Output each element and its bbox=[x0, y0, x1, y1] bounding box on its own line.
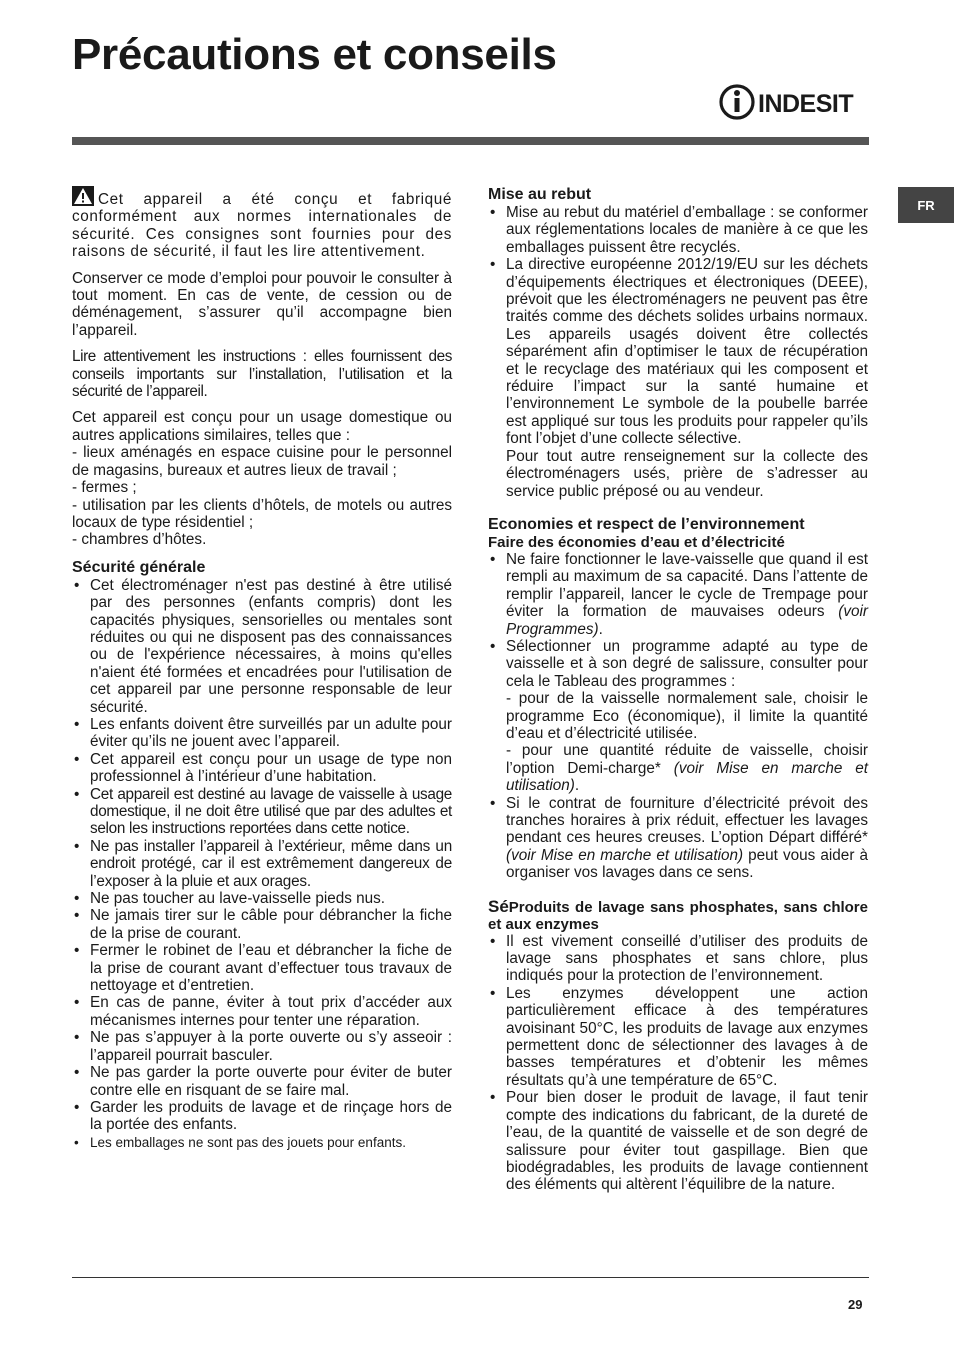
indesit-logo bbox=[718, 82, 870, 124]
safety-item: • Cet électroménager n'est pas destiné à être utilisé par des personnes (enfants compris) dont les capacités physiques, sensorielles ou mentales sont réduites ou qui ne disposent pas des connaissances ou de l'expérience nécessaires, à moins qu'elles n'aient été formées et encadrées pour l'utilisation de cet appareil par une personne responsable de leur sécurité. bbox=[72, 577, 452, 716]
programs-reference: (voir Programmes) bbox=[506, 603, 869, 638]
safety-item: • Ne pas s’appuyer à la porte ouverte ou s’y asseoir : l’appareil pourrait basculer. bbox=[72, 1029, 452, 1064]
start-use-reference: (voir Mise en marche et utilisation) bbox=[506, 846, 744, 864]
eco-item bbox=[488, 795, 868, 882]
detergent-heading-text: Produits de lavage sans phosphates, sans chlore et aux enzymes bbox=[488, 898, 868, 933]
eco-option-line: - pour de la vaisselle normalement sale, choisir le programme Eco (économique), il limite la quantité d’eau et d’électricité utilisée. bbox=[506, 690, 868, 742]
disposal-item: • Mise au rebut du matériel d’emballage : se conformer aux réglementations locales de manière à ce que les emballages puissent être recyclés. bbox=[488, 204, 868, 256]
weee-text: • La directive européenne 2012/19/EU sur les déchets d’équipements électriques et électroniques (DEEE), prévoit que les électroménagers ne peuvent pas être traités comme des déchets solides urbains normaux. Les appareils usagés doivent être collectés séparément afin d’optimiser le taux de récupération et le recyclage des matériaux qui les composent et réduire l’impact sur la santé humaine et l’environnement Le symbole de la poubelle barrée est appliqué sur tous les produits pour rappeler qu’ils font l’objet d’une collecte sélective. bbox=[506, 256, 868, 448]
page-number: 29 bbox=[848, 1297, 863, 1312]
page-title: Précautions et conseils bbox=[72, 30, 557, 79]
disposal-heading: Mise au rebut bbox=[488, 186, 592, 203]
title-rule bbox=[72, 137, 869, 145]
detergent-heading-prefix: Sé bbox=[488, 896, 509, 916]
bottom-rule bbox=[72, 1277, 869, 1278]
brand-name: INDESIT bbox=[758, 90, 854, 118]
eco-item-text: • Sélectionner un programme adapté au type de vaisselle et à son degré de salissure, consulter pour cela le Tableau des programmes : bbox=[506, 637, 868, 690]
safety-item: • Cet appareil est conçu pour un usage de type non professionnel à l’intérieur d’une habitation. bbox=[72, 751, 452, 786]
eco-heading: Economies et respect de l’environnement bbox=[488, 515, 805, 533]
eco-item: • Ne faire fonctionner le lave-vaisselle que quand il est rempli au maximum de sa capacité. Dans l’attente de remplir l’appareil, lancer le cycle de Trempage pour éviter la formation de mauvaises odeurs (voir Programmes). bbox=[488, 551, 868, 638]
safety-item: • Les emballages ne sont pas des jouets pour enfants. bbox=[72, 1134, 452, 1151]
intro-paragraph bbox=[72, 186, 452, 261]
usage-line: - chambres d’hôtes. bbox=[72, 531, 207, 549]
keep-manual-paragraph: Conserver ce mode d’emploi pour pouvoir le consulter à tout moment. En cas de vente, de cession ou de déménagement, s’assurer qu’il accompagne bien l’appareil. bbox=[72, 269, 452, 339]
disposal-list bbox=[488, 204, 868, 500]
safety-item: • En cas de panne, éviter à tout prix d’accéder aux mécanismes internes pour tenter une réparation. bbox=[72, 994, 452, 1029]
detergent-item: • Les enzymes développent une action particulièrement efficace à des températures avoisinant 50°C, les produits de lavage aux enzymes permettent donc de sélectionner des lavages à de basses températures et d’obtenir les mêmes résultats qu’à une température de 65°C. bbox=[488, 985, 868, 1089]
safety-item: • Ne jamais tirer sur le câble pour débrancher la fiche de la prise de courant. bbox=[72, 907, 452, 942]
safety-item: • Les enfants doivent être surveillés par un adulte pour éviter qu’ils ne jouent avec l’appareil. bbox=[72, 716, 452, 751]
safety-heading: Sécurité générale bbox=[72, 558, 206, 576]
detergent-item: • Il est vivement conseillé d’utiliser des produits de lavage sans phosphates et sans chlore, plus indiqués pour la protection de l’environnement. bbox=[488, 933, 868, 985]
intro-paragraph-text: Cet appareil a été conçu et fabriqué conformément aux normes internationales de sécurité. Ces consignes sont fournies pour des raisons de sécurité, il faut les lire attentivement. bbox=[72, 191, 452, 261]
safety-item: • Fermer le robinet de l’eau et débrancher la fiche de la prise de courant avant d’effectuer tous travaux de nettoyage et d’entretien. bbox=[72, 942, 452, 994]
eco-item-text: Ne faire fonctionner le lave-vaisselle que quand il est rempli au maximum de sa capacité. Dans l’attente de remplir l’appareil, lancer le cycle de Trempage pour éviter la formation de mauvaises odeurs bbox=[506, 550, 868, 621]
usage-line: - fermes ; bbox=[72, 479, 137, 497]
eco-item-text-end: peut vous aider à organiser vos lavages dans ce sens. bbox=[506, 846, 868, 882]
disposal-item bbox=[488, 256, 868, 500]
start-use-reference: (voir Mise en marche et utilisation) bbox=[506, 759, 869, 795]
eco-item: • Sélectionner un programme adapté au type de vaisselle et à son degré de salissure, consulter pour cela le Tableau des programmes : - pour de la vaisselle normalement sale, choisir le programme Eco (économique), il limite la quantité d’eau et d’électricité utilisée. - pour une quantité réduite de vaisselle, choisir l’option Demi-charge* (voir Mise en marche et utilisation). bbox=[488, 638, 868, 795]
safety-item: • Ne pas toucher au lave-vaisselle pieds nus. bbox=[72, 890, 452, 907]
warning-icon bbox=[72, 186, 94, 206]
eco-subheading: Faire des économies d’eau et d’électricité bbox=[488, 533, 785, 551]
safety-list bbox=[72, 577, 452, 1151]
usage-line: - lieux aménagés en espace cuisine pour le personnel de magasins, bureaux et autres lieux de travail ; bbox=[72, 444, 452, 479]
safety-item: • Cet appareil est destiné au lavage de vaisselle à usage domestique, il ne doit être utilisé que par des adultes et selon les instructions reportées dans cette notice. bbox=[72, 786, 452, 838]
read-instructions-paragraph: Lire attentivement les instructions : elles fournissent des conseils importants sur l’installation, l’utilisation et la sécurité de l’appareil. bbox=[72, 348, 452, 401]
detergent-item: • Pour bien doser le produit de lavage, il faut tenir compte des indications du fabricant, de la dureté de l’eau, de la quantité de vaisselle et de son degré de salissure pour éviter tout gaspillage. Bien que biodégradables, les produits de lavage contiennent des éléments qui altèrent l’équilibre de la nature. bbox=[488, 1089, 868, 1193]
safety-item: • Ne pas garder la porte ouverte pour éviter de buter contre elle en risquant de se faire mal. bbox=[72, 1064, 452, 1099]
safety-item: • Garder les produits de lavage et de rinçage hors de la portée des enfants. bbox=[72, 1099, 452, 1134]
eco-option-line: - pour une quantité réduite de vaisselle, choisir l’option Demi-charge* bbox=[506, 742, 868, 777]
eco-list bbox=[488, 551, 868, 882]
detergent-heading bbox=[488, 898, 868, 933]
weee-contact-text: Pour tout autre renseignement sur la collecte des électroménagers usés, prière de s’adresser au service public préposé ou au vendeur. bbox=[506, 447, 868, 500]
domestic-use-paragraph: Cet appareil est conçu pour un usage domestique ou autres applications similaires, telles que : bbox=[72, 409, 452, 444]
usage-line: - utilisation par les clients d’hôtels, de motels ou autres locaux de type résidentiel ; bbox=[72, 496, 452, 531]
language-tab: FR bbox=[898, 187, 954, 223]
safety-item: • Ne pas installer l’appareil à l’extérieur, même dans un endroit protégé, car il est extrêmement dangereux de l’exposer à la pluie et aux orages. bbox=[72, 838, 452, 890]
left-column bbox=[72, 186, 452, 1151]
eco-item-text: Si le contrat de fourniture d’électricité prévoit des tranches horaires à prix réduit, effectuer les lavages pendant ces heures creuses. L’option Départ différé* bbox=[506, 794, 868, 847]
right-column bbox=[488, 186, 868, 1194]
detergent-list bbox=[488, 933, 868, 1194]
usage-list bbox=[72, 444, 452, 548]
